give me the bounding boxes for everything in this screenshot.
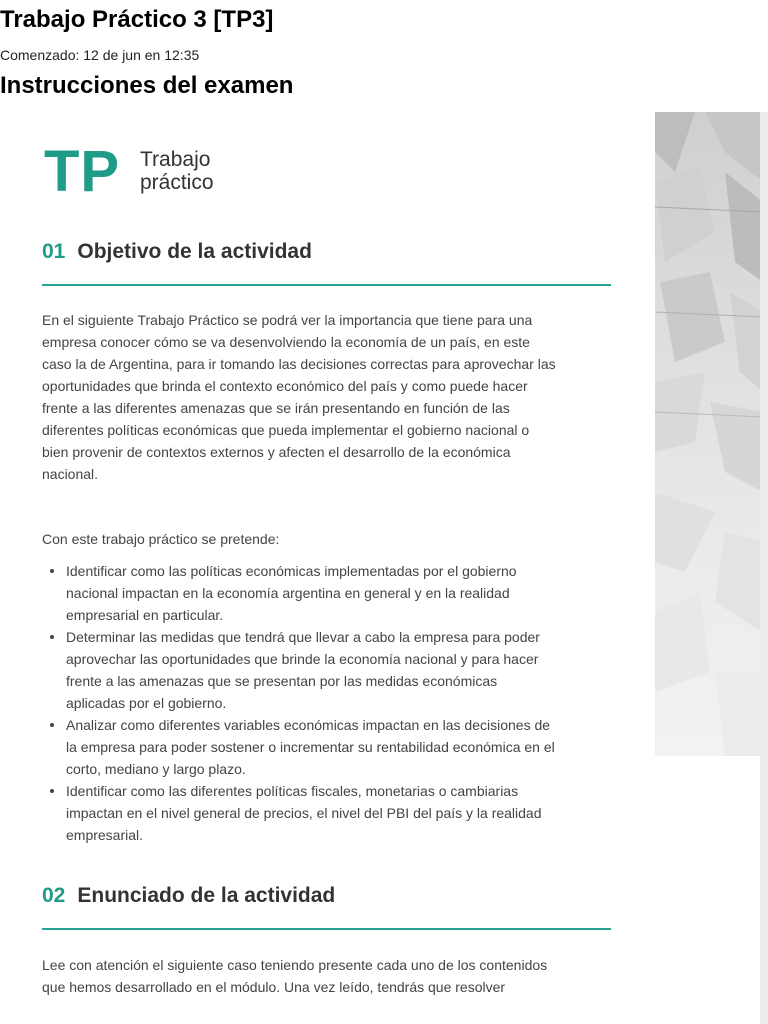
text-line: Lee con atención el siguiente caso teniendo presente cada uno de los contenidos bbox=[42, 957, 548, 973]
text-line: En el siguiente Trabajo Práctico se podrá ver la importancia que tiene para una bbox=[42, 312, 533, 328]
text-line: empresarial. bbox=[66, 827, 144, 843]
objective-bullet-list bbox=[42, 560, 614, 846]
list-item bbox=[42, 780, 614, 846]
text-line: oportunidades que brinda el contexto económico del país y como puede hacer bbox=[42, 378, 528, 394]
text-line: nacional. bbox=[42, 466, 99, 482]
text-line: Analizar como diferentes variables económicas impactan en las decisiones de bbox=[66, 717, 551, 733]
section-divider bbox=[42, 928, 611, 930]
text-line: bien provenir de contextos externos y afecten el desarrollo de la económica bbox=[42, 444, 511, 460]
section-number: 02 bbox=[42, 884, 66, 907]
instructions-title: Instrucciones del examen bbox=[0, 72, 294, 99]
section-title: Enunciado de la actividad bbox=[77, 884, 336, 907]
text-line: frente a las diferentes amenazas que se irán presentando en función de las bbox=[42, 400, 510, 416]
objective-paragraph bbox=[42, 309, 614, 485]
bullet-icon bbox=[50, 635, 54, 639]
section-title: Objetivo de la actividad bbox=[77, 240, 312, 263]
tp-logo-label bbox=[140, 148, 214, 194]
logo-line-1: Trabajo bbox=[140, 148, 211, 171]
text-line: corto, mediano y largo plazo. bbox=[66, 761, 246, 777]
text-line: nacional impactan en la economía argentina en general y en la realidad bbox=[66, 585, 510, 601]
statement-paragraph bbox=[42, 954, 614, 998]
text-line: la empresa para poder sostener o incrementar su rentabilidad económica en el bbox=[66, 739, 555, 755]
text-line: Identificar como las diferentes políticas fiscales, monetarias o cambiarias bbox=[66, 783, 519, 799]
section-divider bbox=[42, 284, 611, 286]
page-title: Trabajo Práctico 3 [TP3] bbox=[0, 6, 274, 33]
text-line: que hemos desarrollado en el módulo. Una vez leído, tendrás que resolver bbox=[42, 979, 506, 995]
logo-line-2: práctico bbox=[140, 171, 214, 194]
started-timestamp: Comenzado: 12 de jun en 12:35 bbox=[0, 47, 200, 63]
text-line: aprovechar las oportunidades que brinde la economía nacional y para hacer bbox=[66, 651, 539, 667]
decorative-image bbox=[655, 112, 763, 756]
list-item bbox=[42, 560, 614, 626]
text-line: empresarial en particular. bbox=[66, 607, 224, 623]
section-heading-objetivo bbox=[42, 238, 312, 266]
geometric-pattern-icon bbox=[655, 112, 763, 756]
tp-logo-mark: TP bbox=[44, 139, 121, 204]
text-line: impactan en el nivel general de precios, el nivel del PBI del país y la realidad bbox=[66, 805, 542, 821]
section-number: 01 bbox=[42, 240, 66, 263]
bullet-icon bbox=[50, 569, 54, 573]
list-item bbox=[42, 714, 614, 780]
text-line: diferentes políticas económicas que pueda implementar el gobierno nacional o bbox=[42, 422, 530, 438]
text-line: empresa conocer cómo se va desenvolviendo la economía de un país, en este bbox=[42, 334, 530, 350]
section-heading-enunciado bbox=[42, 882, 335, 910]
text-line: caso la de Argentina, para ir tomando las decisiones correctas para aprovechar las bbox=[42, 356, 556, 372]
text-line: Identificar como las políticas económicas implementadas por el gobierno bbox=[66, 563, 517, 579]
bullet-icon bbox=[50, 723, 54, 727]
bullet-icon bbox=[50, 789, 54, 793]
list-item bbox=[42, 626, 614, 714]
right-margin-strip bbox=[760, 112, 768, 1024]
objective-intro: Con este trabajo práctico se pretende: bbox=[42, 531, 280, 547]
text-line: Determinar las medidas que tendrá que llevar a cabo la empresa para poder bbox=[66, 629, 540, 645]
text-line: aplicadas por el gobierno. bbox=[66, 695, 227, 711]
text-line: frente a las amenazas que se presentan por las medidas económicas bbox=[66, 673, 498, 689]
